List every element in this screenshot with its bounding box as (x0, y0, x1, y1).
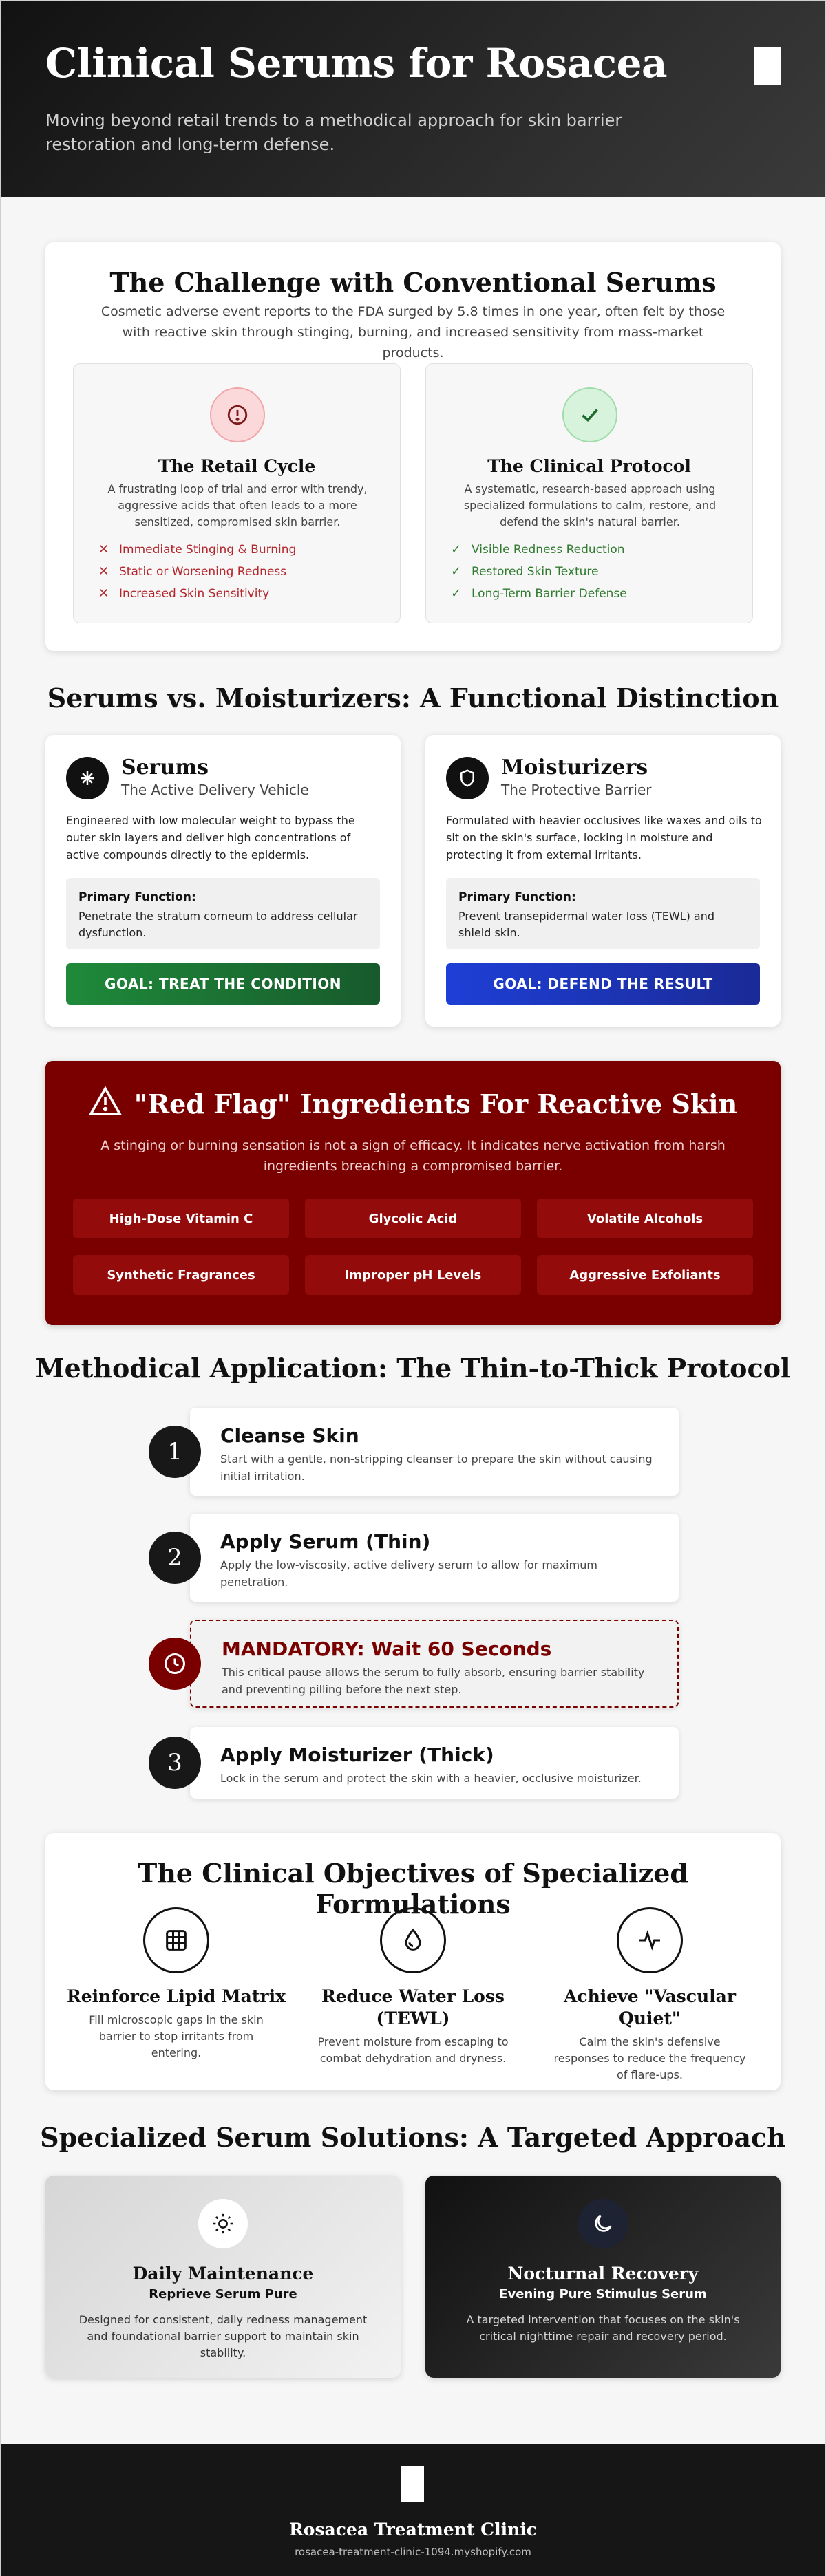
step-text: Apply the low-viscosity, active delivery serum to allow for maximum penetration. (220, 1558, 597, 1589)
objective-title: Reduce Water Loss (TEWL) (321, 1986, 505, 2028)
red-flag-title: "Red Flag" Ingredients For Reactive Skin (134, 1088, 738, 1119)
step-title: Apply Serum (Thin) (220, 1530, 431, 1553)
check-icon (562, 387, 617, 442)
clinical-protocol-text: A systematic, research-based approach using specialized formulations to calm, restore, and defend the skin's natural barrier. (463, 482, 717, 528)
step-card-cleanse (190, 1408, 679, 1496)
ingredient-chip: Volatile Alcohols (537, 1199, 753, 1238)
clinical-protocol-title: The Clinical Protocol (487, 456, 691, 476)
moon-icon (578, 2199, 628, 2248)
step-title: Apply Moisturizer (Thick) (220, 1743, 494, 1766)
serums-function-box (66, 878, 380, 949)
goal-defend-button[interactable]: GOAL: DEFEND THE RESULT (446, 963, 760, 1005)
footer-logo[interactable] (401, 2466, 424, 2502)
moisturizers-function-box (446, 878, 760, 949)
hero-header (1, 1, 825, 197)
warning-triangle-icon (89, 1086, 122, 1122)
objectives-card (45, 1833, 781, 2090)
moisturizers-card (425, 735, 781, 1027)
ingredient-chip: Improper pH Levels (305, 1255, 521, 1295)
objective-title: Achieve "Vascular Quiet" (564, 1986, 736, 2028)
shield-icon (446, 757, 489, 799)
solutions-title: Specialized Serum Solutions: A Targeted Approach (40, 2122, 786, 2153)
x-icon: ✕ (98, 542, 109, 557)
objective-title: Reinforce Lipid Matrix (66, 1986, 286, 2006)
solution-product: Reprieve Serum Pure (149, 2287, 297, 2301)
challenge-title: The Challenge with Conventional Serums (109, 267, 717, 298)
retail-cycle-card (73, 363, 401, 623)
clinical-protocol-list (451, 539, 627, 605)
step-text: Start with a gentle, non-stripping cleanser to prepare the skin without causing initial irritation. (220, 1452, 653, 1483)
solution-title: Nocturnal Recovery (507, 2264, 699, 2284)
list-item: ✕ Increased Skin Sensitivity (98, 583, 296, 605)
water-drop-icon (380, 1907, 446, 1973)
step-card-moisturizer (190, 1727, 679, 1799)
step-card-serum (190, 1514, 679, 1602)
solution-text: Designed for consistent, daily redness management and foundational barrier support to maintain skin stability. (78, 2313, 368, 2359)
objective-text: Prevent moisture from escaping to combat dehydration and dryness. (317, 2035, 509, 2065)
comparison-title: Serums vs. Moisturizers: A Functional Distinction (47, 683, 779, 713)
solution-title: Daily Maintenance (132, 2264, 314, 2284)
retail-cycle-text: A frustrating loop of trial and error with trendy, aggressive acids that often leads to a more sensitized, compromised skin barrier. (107, 482, 368, 528)
step-title: MANDATORY: Wait 60 Seconds (222, 1638, 552, 1660)
list-item: ✓ Visible Redness Reduction (451, 539, 627, 561)
objective-text: Fill microscopic gaps in the skin barrier to stop irritants from entering. (89, 2013, 264, 2059)
page-title: Clinical Serums for Rosacea (45, 40, 668, 87)
solution-text: A targeted intervention that focuses on the skin's critical nighttime repair and recovery period. (466, 2313, 740, 2343)
objective-item (540, 1907, 760, 2083)
ingredient-chip: Glycolic Acid (305, 1199, 521, 1238)
challenge-card (45, 242, 781, 651)
red-flag-panel (45, 1061, 781, 1325)
page-subtitle: Moving beyond retail trends to a methodical approach for skin barrier restoration and long-term defense. (45, 111, 622, 154)
objectives-title: The Clinical Objectives of Specialized Formulations (137, 1858, 689, 1920)
ingredient-chip: Aggressive Exfoliants (537, 1255, 753, 1295)
retail-cycle-title: The Retail Cycle (158, 456, 316, 476)
brand-logo[interactable] (754, 47, 781, 85)
protocol-title: Methodical Application: The Thin-to-Thick Protocol (35, 1353, 791, 1384)
alert-circle-icon (210, 387, 265, 442)
footer-clinic-name: Rosacea Treatment Clinic (289, 2520, 537, 2540)
check-mark-icon: ✓ (451, 586, 462, 601)
pulse-icon (617, 1907, 683, 1973)
sun-icon (198, 2199, 248, 2248)
serums-description: Engineered with low molecular weight to bypass the outer skin layers and deliver high concentrations of active compounds directly to the epidermis. (66, 814, 355, 861)
challenge-lead: Cosmetic adverse event reports to the FDA surged by 5.8 times in one year, often felt by those with reactive skin through stinging, burning, and increased sensitivity from mass-market products. (100, 304, 726, 361)
footer-url-link[interactable]: rosacea-treatment-clinic-1094.myshopify.com (295, 2546, 531, 2558)
retail-cycle-list (98, 539, 296, 605)
function-text: Prevent transepidermal water loss (TEWL) and shield skin. (458, 910, 714, 939)
ingredient-chip: High-Dose Vitamin C (73, 1199, 289, 1238)
step-number: 2 (149, 1532, 201, 1584)
objective-text: Calm the skin's defensive responses to reduce the frequency of flare-ups. (553, 2035, 746, 2081)
serums-card (45, 735, 401, 1027)
goal-treat-button[interactable]: GOAL: TREAT THE CONDITION (66, 963, 380, 1005)
step-number: 1 (149, 1426, 201, 1478)
moisturizers-title: Moisturizers (501, 755, 648, 780)
check-mark-icon: ✓ (451, 564, 462, 579)
function-label: Primary Function: (458, 890, 576, 904)
sparkle-icon (66, 757, 109, 799)
x-icon: ✕ (98, 586, 109, 601)
step-card-wait (190, 1620, 679, 1708)
check-mark-icon: ✓ (451, 542, 462, 557)
objective-item (303, 1907, 523, 2067)
nocturnal-recovery-card[interactable] (425, 2176, 781, 2378)
red-flag-lead: A stinging or burning sensation is not a sign of efficacy. It indicates nerve activation from harsh ingredients breaching a compromised barrier. (100, 1138, 726, 1174)
list-item: ✕ Immediate Stinging & Burning (98, 539, 296, 561)
step-number: 3 (149, 1737, 201, 1789)
objective-item (66, 1907, 286, 2061)
footer (1, 2444, 825, 2576)
serums-title: Serums (121, 755, 209, 780)
ingredient-chip: Synthetic Fragrances (73, 1255, 289, 1295)
grid-icon (143, 1907, 209, 1973)
solution-product: Evening Pure Stimulus Serum (499, 2287, 707, 2301)
step-text: Lock in the serum and protect the skin with a heavier, occlusive moisturizer. (220, 1772, 642, 1785)
list-item: ✓ Long-Term Barrier Defense (451, 583, 627, 605)
function-label: Primary Function: (78, 890, 196, 904)
step-title: Cleanse Skin (220, 1424, 359, 1447)
moisturizers-description: Formulated with heavier occlusives like waxes and oils to sit on the skin's surface, locking in moisture and protecting it from external irritants. (446, 814, 762, 861)
moisturizers-subtitle: The Protective Barrier (501, 782, 652, 798)
x-icon: ✕ (98, 564, 109, 579)
list-item: ✕ Static or Worsening Redness (98, 561, 296, 583)
serums-subtitle: The Active Delivery Vehicle (121, 782, 309, 798)
clock-icon (149, 1638, 201, 1690)
clinical-protocol-card (425, 363, 753, 623)
list-item: ✓ Restored Skin Texture (451, 561, 627, 583)
step-text: This critical pause allows the serum to fully absorb, ensuring barrier stability and preventing pilling before the next step. (222, 1666, 645, 1696)
daily-maintenance-card[interactable] (45, 2176, 401, 2378)
function-text: Penetrate the stratum corneum to address cellular dysfunction. (78, 910, 358, 939)
